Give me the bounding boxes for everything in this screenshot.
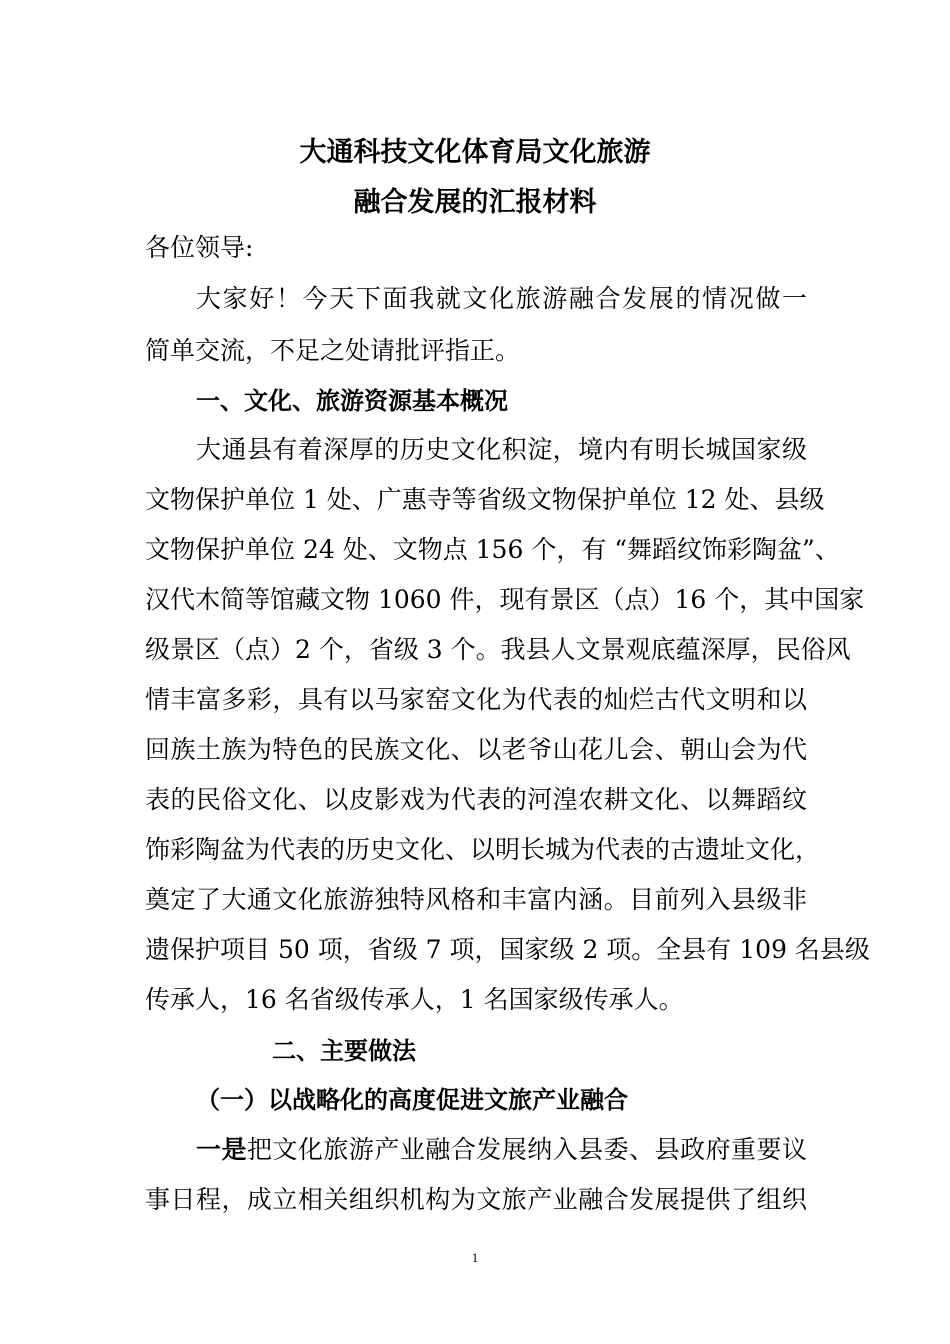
lead-text: 把文化旅游产业融合发展纳入县委、县政府重要议	[246, 1135, 807, 1164]
section-1-line: 传承人，16 名省级传承人，1 名国家级传承人。	[145, 985, 684, 1014]
section-1-line: 级景区（点）2 个，省级 3 个。我县人文景观底蕴深厚，民俗风	[145, 635, 851, 664]
intro-line-1: 大家好！今天下面我就文化旅游融合发展的情况做一	[196, 284, 807, 313]
section-1-line: 奠定了大通文化旅游独特风格和丰富内涵。目前列入县级非	[145, 885, 807, 914]
section-1-line: 表的民俗文化、以皮影戏为代表的河湟农耕文化、以舞蹈纹	[145, 785, 807, 814]
section-2-line-2: 事日程，成立相关组织机构为文旅产业融合发展提供了组织	[145, 1185, 807, 1214]
section-1-line: 情丰富多彩，具有以马家窑文化为代表的灿烂古代文明和以	[145, 685, 807, 714]
section-1-line: 大通县有着深厚的历史文化积淀，境内有明长城国家级	[196, 435, 807, 464]
section-1-heading: 一、文化、旅游资源基本概况	[196, 387, 508, 415]
section-2-heading: 二、主要做法	[272, 1037, 416, 1065]
section-1-line: 文物保护单位 24 处、文物点 156 个，有 “舞蹈纹饰彩陶盆”、	[145, 535, 840, 564]
section-1-line: 回族土族为特色的民族文化、以老爷山花儿会、朝山会为代	[145, 735, 807, 764]
section-1-line: 汉代木简等馆藏文物 1060 件，现有景区（点）16 个，其中国家	[145, 585, 865, 614]
section-2-line-1	[196, 1132, 807, 1168]
lead-emphasis: 一是	[196, 1135, 247, 1164]
section-1-line: 遗保护项目 50 项，省级 7 项，国家级 2 项。全县有 109 名县级	[145, 935, 870, 964]
intro-line-2: 简单交流，不足之处请批评指正。	[145, 336, 521, 365]
salutation: 各位领导:	[145, 233, 254, 262]
document-title-line-1: 大通科技文化体育局文化旅游	[299, 137, 651, 168]
document-title-line-2: 融合发展的汇报材料	[353, 187, 597, 218]
section-1-line: 饰彩陶盆为代表的历史文化、以明长城为代表的古遗址文化，	[145, 835, 821, 864]
section-2-subheading: （一）以战略化的高度促进文旅产业融合	[196, 1086, 628, 1114]
section-1-line: 文物保护单位 1 处、广惠寺等省级文物保护单位 12 处、县级	[145, 485, 825, 514]
page-number: 1	[471, 1250, 479, 1265]
